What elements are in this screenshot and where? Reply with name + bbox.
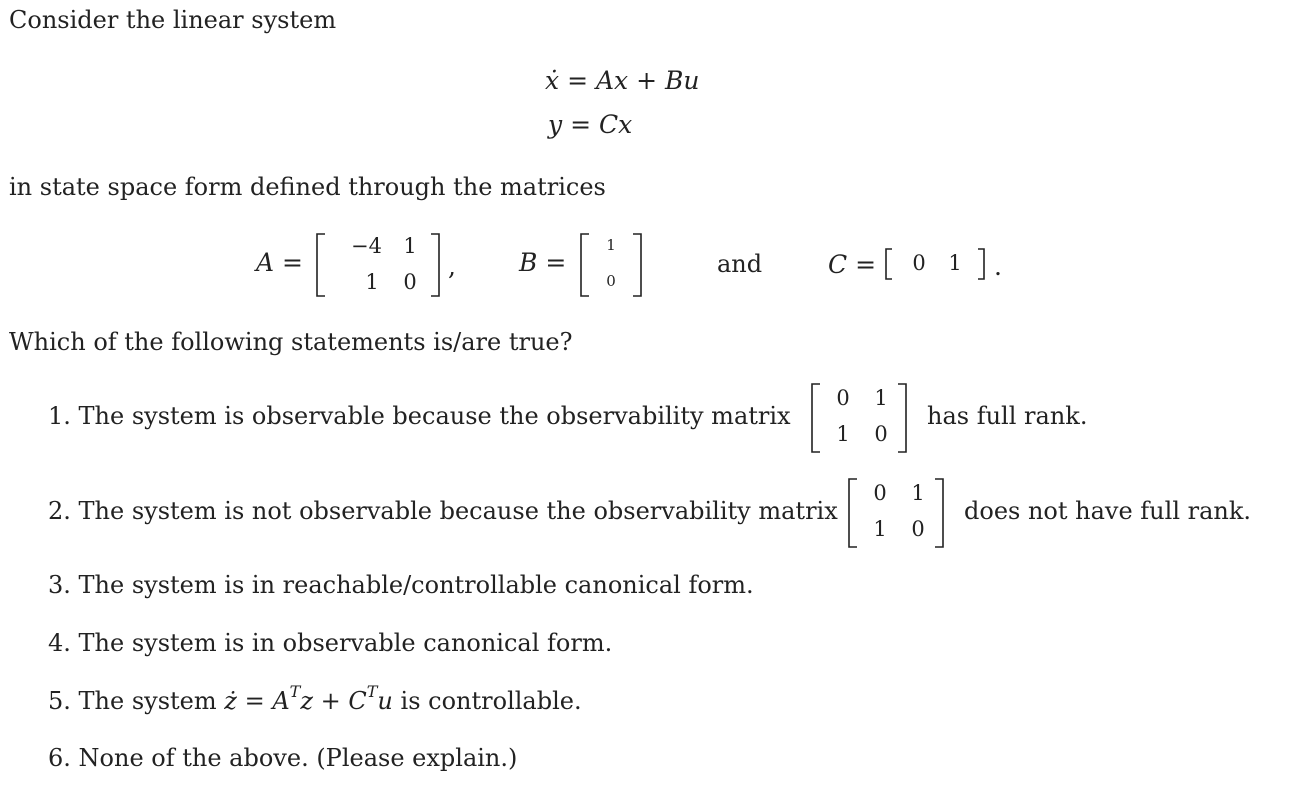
matrix-a-cell-11: −4 (351, 234, 382, 258)
matrix-c-cell-1: 0 (912, 251, 926, 275)
state-equation (545, 66, 699, 96)
option-1-matrix (808, 380, 918, 456)
option-4-text: The system is in observable canonical form. (78, 629, 613, 657)
option-2-text: The system is not observable because the observability matrix (78, 497, 838, 525)
option-2-matrix-cell-22: 0 (911, 517, 925, 541)
matrix-b-cell-2: 0 (606, 272, 616, 290)
matrix-c-label (828, 250, 876, 280)
option-6 (48, 743, 517, 773)
intro-text: Consider the linear system (9, 6, 337, 34)
state-eq-lhs: ẋ (545, 66, 560, 95)
option-1-matrix-cell-22: 0 (874, 422, 888, 446)
option-5-math-lhs: ż (224, 687, 237, 715)
matrix-b (577, 230, 647, 300)
option-3-number: 3. (48, 571, 71, 599)
matrix-a-suffix: , (448, 252, 456, 281)
option-3-text: The system is in reachable/controllable canonical form. (78, 571, 754, 599)
matrix-c-brackets (882, 245, 992, 283)
option-2-matrix-cell-11: 0 (873, 481, 887, 505)
option-5 (48, 682, 582, 719)
matrix-b-cell-1: 1 (606, 236, 616, 254)
option-2-matrix (845, 475, 955, 551)
option-1-matrix-cell-12: 1 (874, 386, 888, 410)
option-5-math-c: C (348, 687, 367, 715)
option-1-text-after: has full rank. (927, 402, 1088, 430)
output-equation (548, 110, 632, 140)
matrix-a-cell-12: 1 (403, 234, 417, 258)
and-word: and (717, 250, 763, 278)
matrix-b-label (519, 248, 566, 278)
option-5-math-a: A (272, 687, 290, 715)
option-5-text-after: is controllable. (400, 687, 582, 715)
matrix-c-equals: = (855, 250, 877, 279)
matrix-b-equals: = (545, 248, 567, 277)
matrix-a-symbol: A (256, 248, 275, 277)
matrix-c-cell-2: 1 (948, 251, 962, 275)
matrix-a-label (256, 248, 303, 278)
option-5-math-u: u (377, 687, 393, 715)
option-2-matrix-brackets (845, 475, 955, 551)
matrix-c-suffix: . (994, 252, 1002, 281)
option-5-math-equals: = (244, 687, 265, 715)
option-2-text-after: does not have full rank. (964, 497, 1252, 525)
matrix-a-cell-22: 0 (403, 270, 417, 294)
output-eq-lhs: y (548, 110, 563, 139)
option-1 (48, 401, 791, 431)
option-1-matrix-cell-11: 0 (836, 386, 850, 410)
option-5-math-a-transpose: T (289, 682, 301, 701)
option-1-number: 1. (48, 402, 71, 430)
question-text: Which of the following statements is/are true? (9, 328, 573, 356)
matrix-a-cell-21: 1 (365, 270, 379, 294)
matrix-b-symbol: B (519, 248, 538, 277)
option-1-matrix-cell-21: 1 (836, 422, 850, 446)
matrix-c-symbol: C (828, 250, 848, 279)
output-eq-equals: = (570, 110, 592, 139)
state-eq-equals: = (567, 66, 589, 95)
option-5-math-c-transpose: T (366, 682, 378, 701)
option-4-number: 4. (48, 629, 71, 657)
matrix-a-equals: = (282, 248, 303, 277)
matrix-c (882, 245, 992, 283)
option-6-text: None of the above. (Please explain.) (78, 744, 518, 772)
option-5-text-before: The system (78, 687, 217, 715)
option-5-math-z: z + (300, 687, 341, 715)
output-eq-rhs: Cx (598, 110, 633, 139)
state-eq-rhs: Ax + Bu (595, 66, 700, 95)
option-2-matrix-cell-21: 1 (873, 517, 887, 541)
option-1-matrix-brackets (808, 380, 918, 456)
option-5-number: 5. (48, 687, 71, 715)
option-2-matrix-cell-12: 1 (911, 481, 925, 505)
option-2-number: 2. (48, 497, 71, 525)
option-2 (48, 496, 838, 526)
matrix-a (313, 230, 443, 300)
option-4 (48, 628, 612, 658)
option-3 (48, 570, 754, 600)
option-1-text: The system is observable because the observability matrix (78, 402, 791, 430)
option-5-math (224, 682, 393, 715)
option-6-number: 6. (48, 744, 71, 772)
matrices-intro-text: in state space form defined through the matrices (9, 173, 606, 201)
